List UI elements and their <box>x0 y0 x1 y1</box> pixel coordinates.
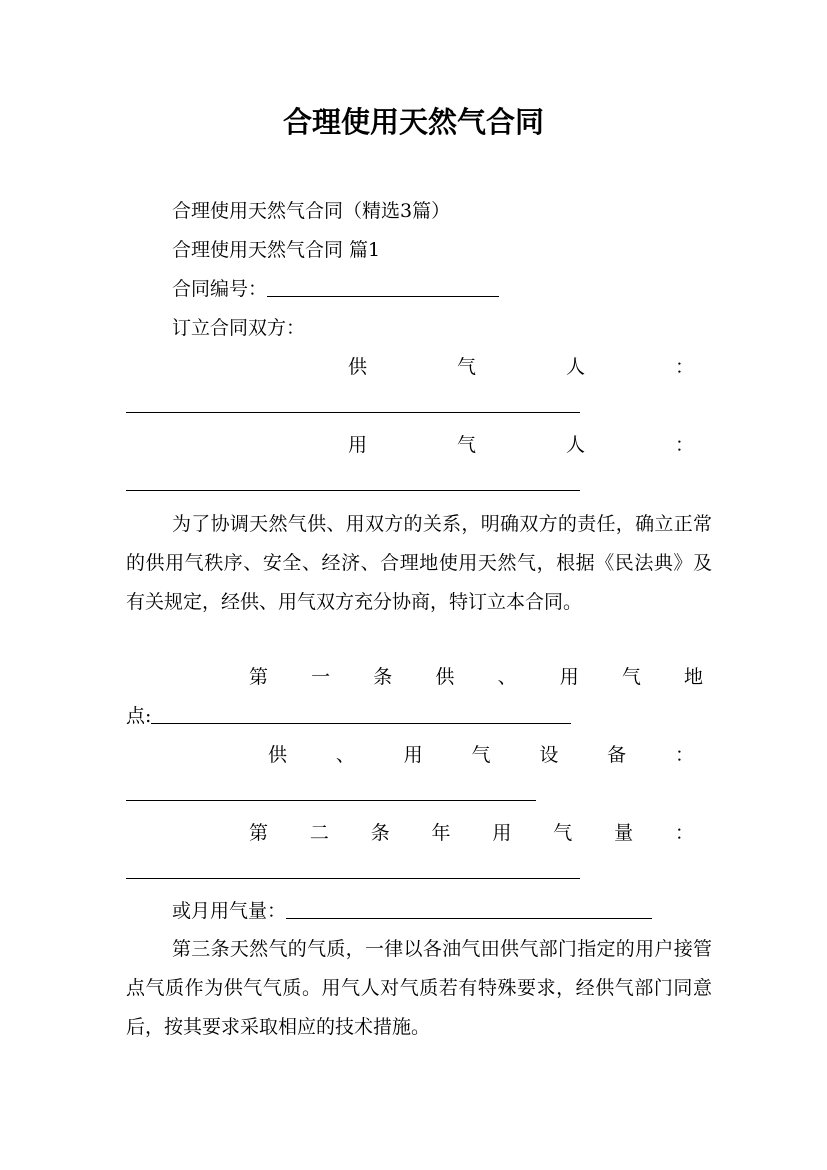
document-title: 合理使用天然气合同 <box>282 105 544 139</box>
supplier-char: 气 <box>456 356 476 378</box>
article-1-char: 供 <box>435 666 455 688</box>
consumer-label <box>348 432 694 458</box>
equipment-char: 设 <box>539 744 559 766</box>
article-1-char: 地 <box>683 666 703 688</box>
article-2-heading <box>249 820 694 846</box>
article-1-char: 气 <box>621 666 641 688</box>
consumer-char: 气 <box>456 434 476 456</box>
monthly-volume-label: 或月用气量： <box>172 900 287 922</box>
contract-number-label: 合同编号： <box>172 278 268 300</box>
article-2-char: 条 <box>370 822 390 844</box>
contract-number-blank[interactable] <box>267 278 499 297</box>
article-3-paragraph: 第三条天然气的气质，一律以各油气田供气部门指定的用户接管点气质作为供气气质。用气人对气质若有特殊要求，经供气部门同意后，按其要求采取相应的技术措施。 <box>126 938 712 1038</box>
monthly-volume-blank[interactable] <box>286 900 652 919</box>
article-1-location-row <box>126 703 712 729</box>
subtitle: 合理使用天然气合同（精选3篇） <box>172 200 451 222</box>
part-heading: 合理使用天然气合同 篇1 <box>172 239 381 261</box>
location-blank[interactable] <box>151 705 571 724</box>
supplier-char: 人 <box>565 356 585 378</box>
parties-label: 订立合同双方： <box>172 317 306 339</box>
article-1-char: 用 <box>559 666 579 688</box>
article-1-char: 一 <box>311 666 331 688</box>
equipment-char: ： <box>674 744 694 766</box>
supplier-label <box>348 354 694 380</box>
article-2-char: 量 <box>614 822 634 844</box>
article-1-char: 、 <box>497 666 517 688</box>
equipment-char: 、 <box>335 744 355 766</box>
equipment-label <box>268 742 694 768</box>
supplier-blank[interactable] <box>126 412 580 413</box>
article-1-char: 第 <box>249 666 269 688</box>
equipment-char: 用 <box>403 744 423 766</box>
consumer-blank[interactable] <box>126 490 580 491</box>
consumer-char: 人 <box>565 434 585 456</box>
contract-number-row <box>172 276 712 302</box>
article-2-char: 年 <box>431 822 451 844</box>
article-2-char: 气 <box>553 822 573 844</box>
article-2-char: ： <box>674 822 694 844</box>
article-2-char: 第 <box>249 822 269 844</box>
equipment-blank[interactable] <box>126 800 536 801</box>
equipment-char: 备 <box>607 744 627 766</box>
equipment-char: 气 <box>471 744 491 766</box>
article-1-char: 条 <box>373 666 393 688</box>
consumer-char: 用 <box>348 434 368 456</box>
monthly-volume-row <box>172 898 712 924</box>
article-2-char: 二 <box>309 822 329 844</box>
consumer-char: ： <box>674 434 694 456</box>
article-1-location-label: 点: <box>126 705 152 727</box>
article-2-char: 用 <box>492 822 512 844</box>
article-1-heading <box>249 664 703 690</box>
annual-volume-blank[interactable] <box>126 878 580 879</box>
equipment-char: 供 <box>268 744 288 766</box>
supplier-char: 供 <box>348 356 368 378</box>
intro-paragraph: 为了协调天然气供、用双方的关系，明确双方的责任，确立正常的供用气秩序、安全、经济、合理地使用天然气，根据《民法典》及有关规定，经供、用气双方充分协商，特订立本合同。 <box>126 513 712 613</box>
supplier-char: ： <box>674 356 694 378</box>
